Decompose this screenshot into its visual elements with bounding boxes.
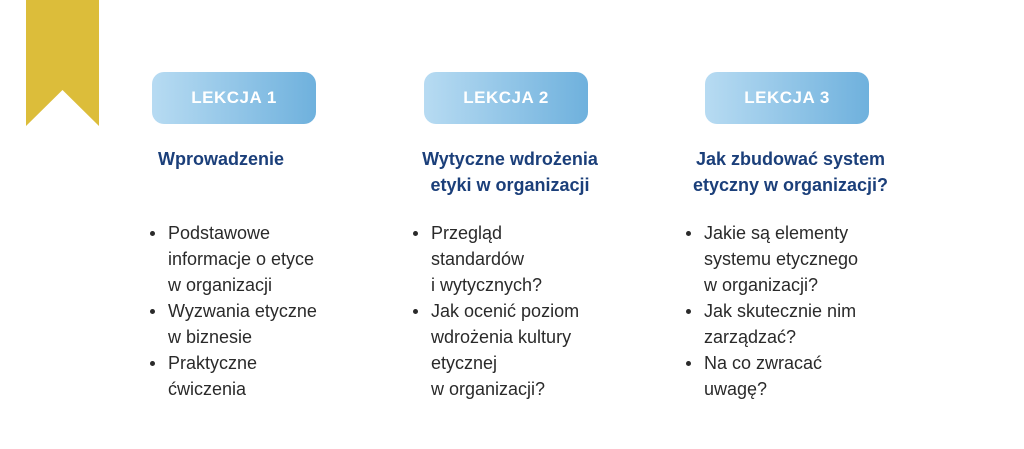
lesson-3 (668, 72, 913, 402)
lesson-1-badge: LEKCJA 1 (152, 72, 316, 124)
list-item: Podstawowe informacje o etyce w organizacji (150, 220, 362, 298)
lesson-1-points (150, 220, 362, 402)
list-item: Jak skutecznie nim zarządzać? (686, 298, 913, 350)
bookmark-ribbon-icon (26, 0, 99, 126)
list-item: Na co zwracać uwagę? (686, 350, 913, 402)
lesson-3-title: Jak zbudować system etyczny w organizacji? (692, 149, 889, 195)
list-item: Jak ocenić poziom wdrożenia kultury etycznej w organizacji? (413, 298, 625, 402)
lesson-2 (395, 72, 625, 402)
list-item: Praktyczne ćwiczenia (150, 350, 362, 402)
list-item: Wyzwania etyczne w biznesie (150, 298, 362, 350)
list-item: Przegląd standardów i wytycznych? (413, 220, 625, 298)
lesson-1 (152, 72, 362, 402)
lesson-2-points (395, 220, 625, 402)
lesson-2-title: Wytyczne wdrożenia etyki w organizacji (422, 149, 598, 195)
lesson-1-title: Wprowadzenie (158, 149, 285, 169)
lesson-3-points (668, 220, 913, 402)
lesson-2-badge: LEKCJA 2 (424, 72, 588, 124)
lesson-3-badge: LEKCJA 3 (705, 72, 869, 124)
list-item: Jakie są elementy systemu etycznego w organizacji? (686, 220, 913, 298)
